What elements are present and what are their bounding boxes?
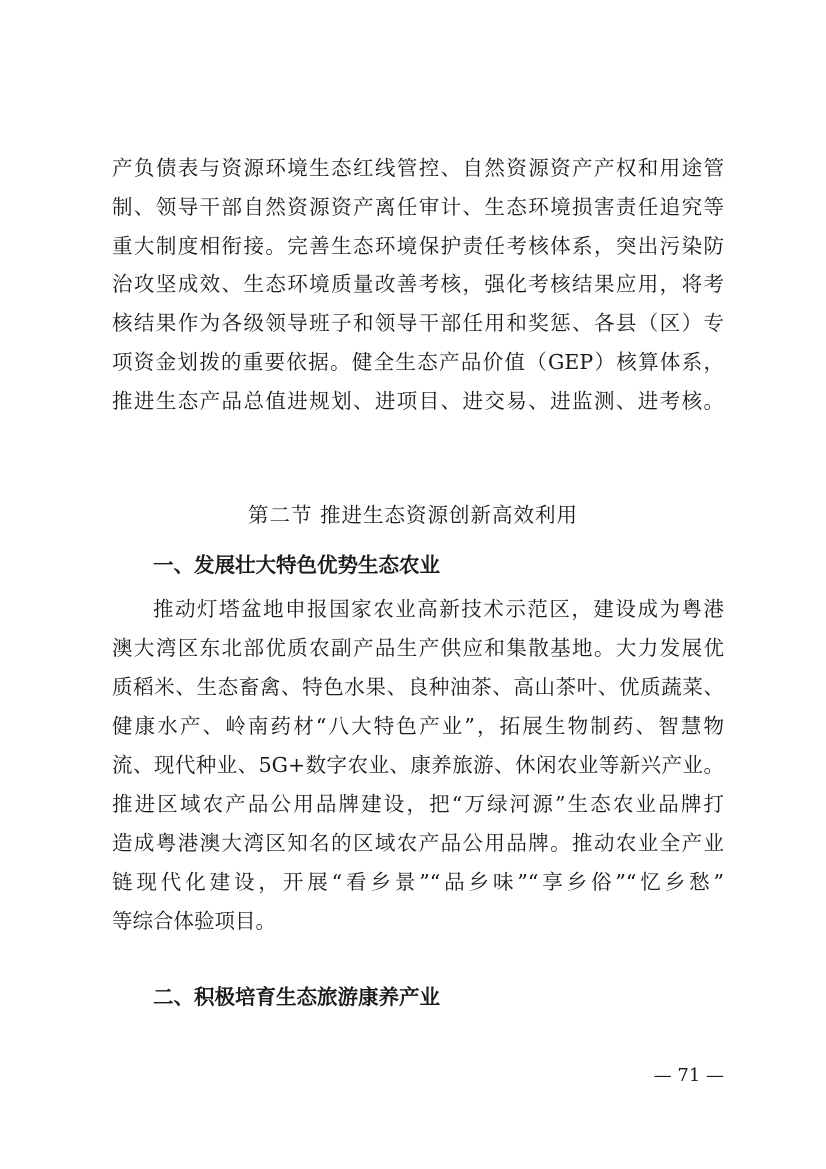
paragraph-line: 治攻坚成效、生态环境质量改善考核，强化考核结果应用，将考: [112, 272, 724, 296]
heading-1: 一、发展壮大特色优势生态农业: [153, 553, 440, 577]
paragraph-line: 健康水产、岭南药材“八大特色产业”，拓展生物制药、智慧物: [112, 714, 724, 738]
paragraph-line: 推进区域农产品公用品牌建设，把“万绿河源”生态农业品牌打: [112, 792, 724, 816]
section-title: 第二节 推进生态资源创新高效利用: [247, 503, 578, 527]
paragraph-line: 澳大湾区东北部优质农副产品生产供应和集散基地。大力发展优: [112, 636, 724, 660]
paragraph-line: 重大制度相衔接。完善生态环境保护责任考核体系，突出污染防: [112, 234, 724, 258]
paragraph-line: 等综合体验项目。: [112, 909, 276, 933]
paragraph-line: 推进生态产品总值进规划、进项目、进交易、进监测、进考核。: [112, 389, 724, 413]
paragraph-line: 造成粤港澳大湾区知名的区域农产品公用品牌。推动农业全产业: [112, 831, 724, 855]
paragraph-line: 链现代化建设，开展“看乡景”“品乡味”“享乡俗”“忆乡愁”: [112, 870, 724, 894]
paragraph-line: 产负债表与资源环境生态红线管控、自然资源资产产权和用途管: [112, 156, 724, 180]
paragraph-line: 推动灯塔盆地申报国家农业高新技术示范区，建设成为粤港: [153, 597, 724, 621]
page-number: — 71 —: [653, 1065, 724, 1086]
paragraph-line: 质稻米、生态畜禽、特色水果、良种油茶、高山茶叶、优质蔬菜、: [112, 675, 724, 699]
paragraph-line: 制、领导干部自然资源资产离任审计、生态环境损害责任追究等: [112, 195, 724, 219]
paragraph-line: 流、现代种业、5G+数字农业、康养旅游、休闲农业等新兴产业。: [112, 753, 724, 777]
heading-2: 二、积极培育生态旅游康养产业: [153, 985, 440, 1009]
paragraph-line: 项资金划拨的重要依据。健全生态产品价值（GEP）核算体系，: [112, 350, 724, 374]
paragraph-line: 核结果作为各级领导班子和领导干部任用和奖惩、各县（区）专: [112, 311, 724, 335]
